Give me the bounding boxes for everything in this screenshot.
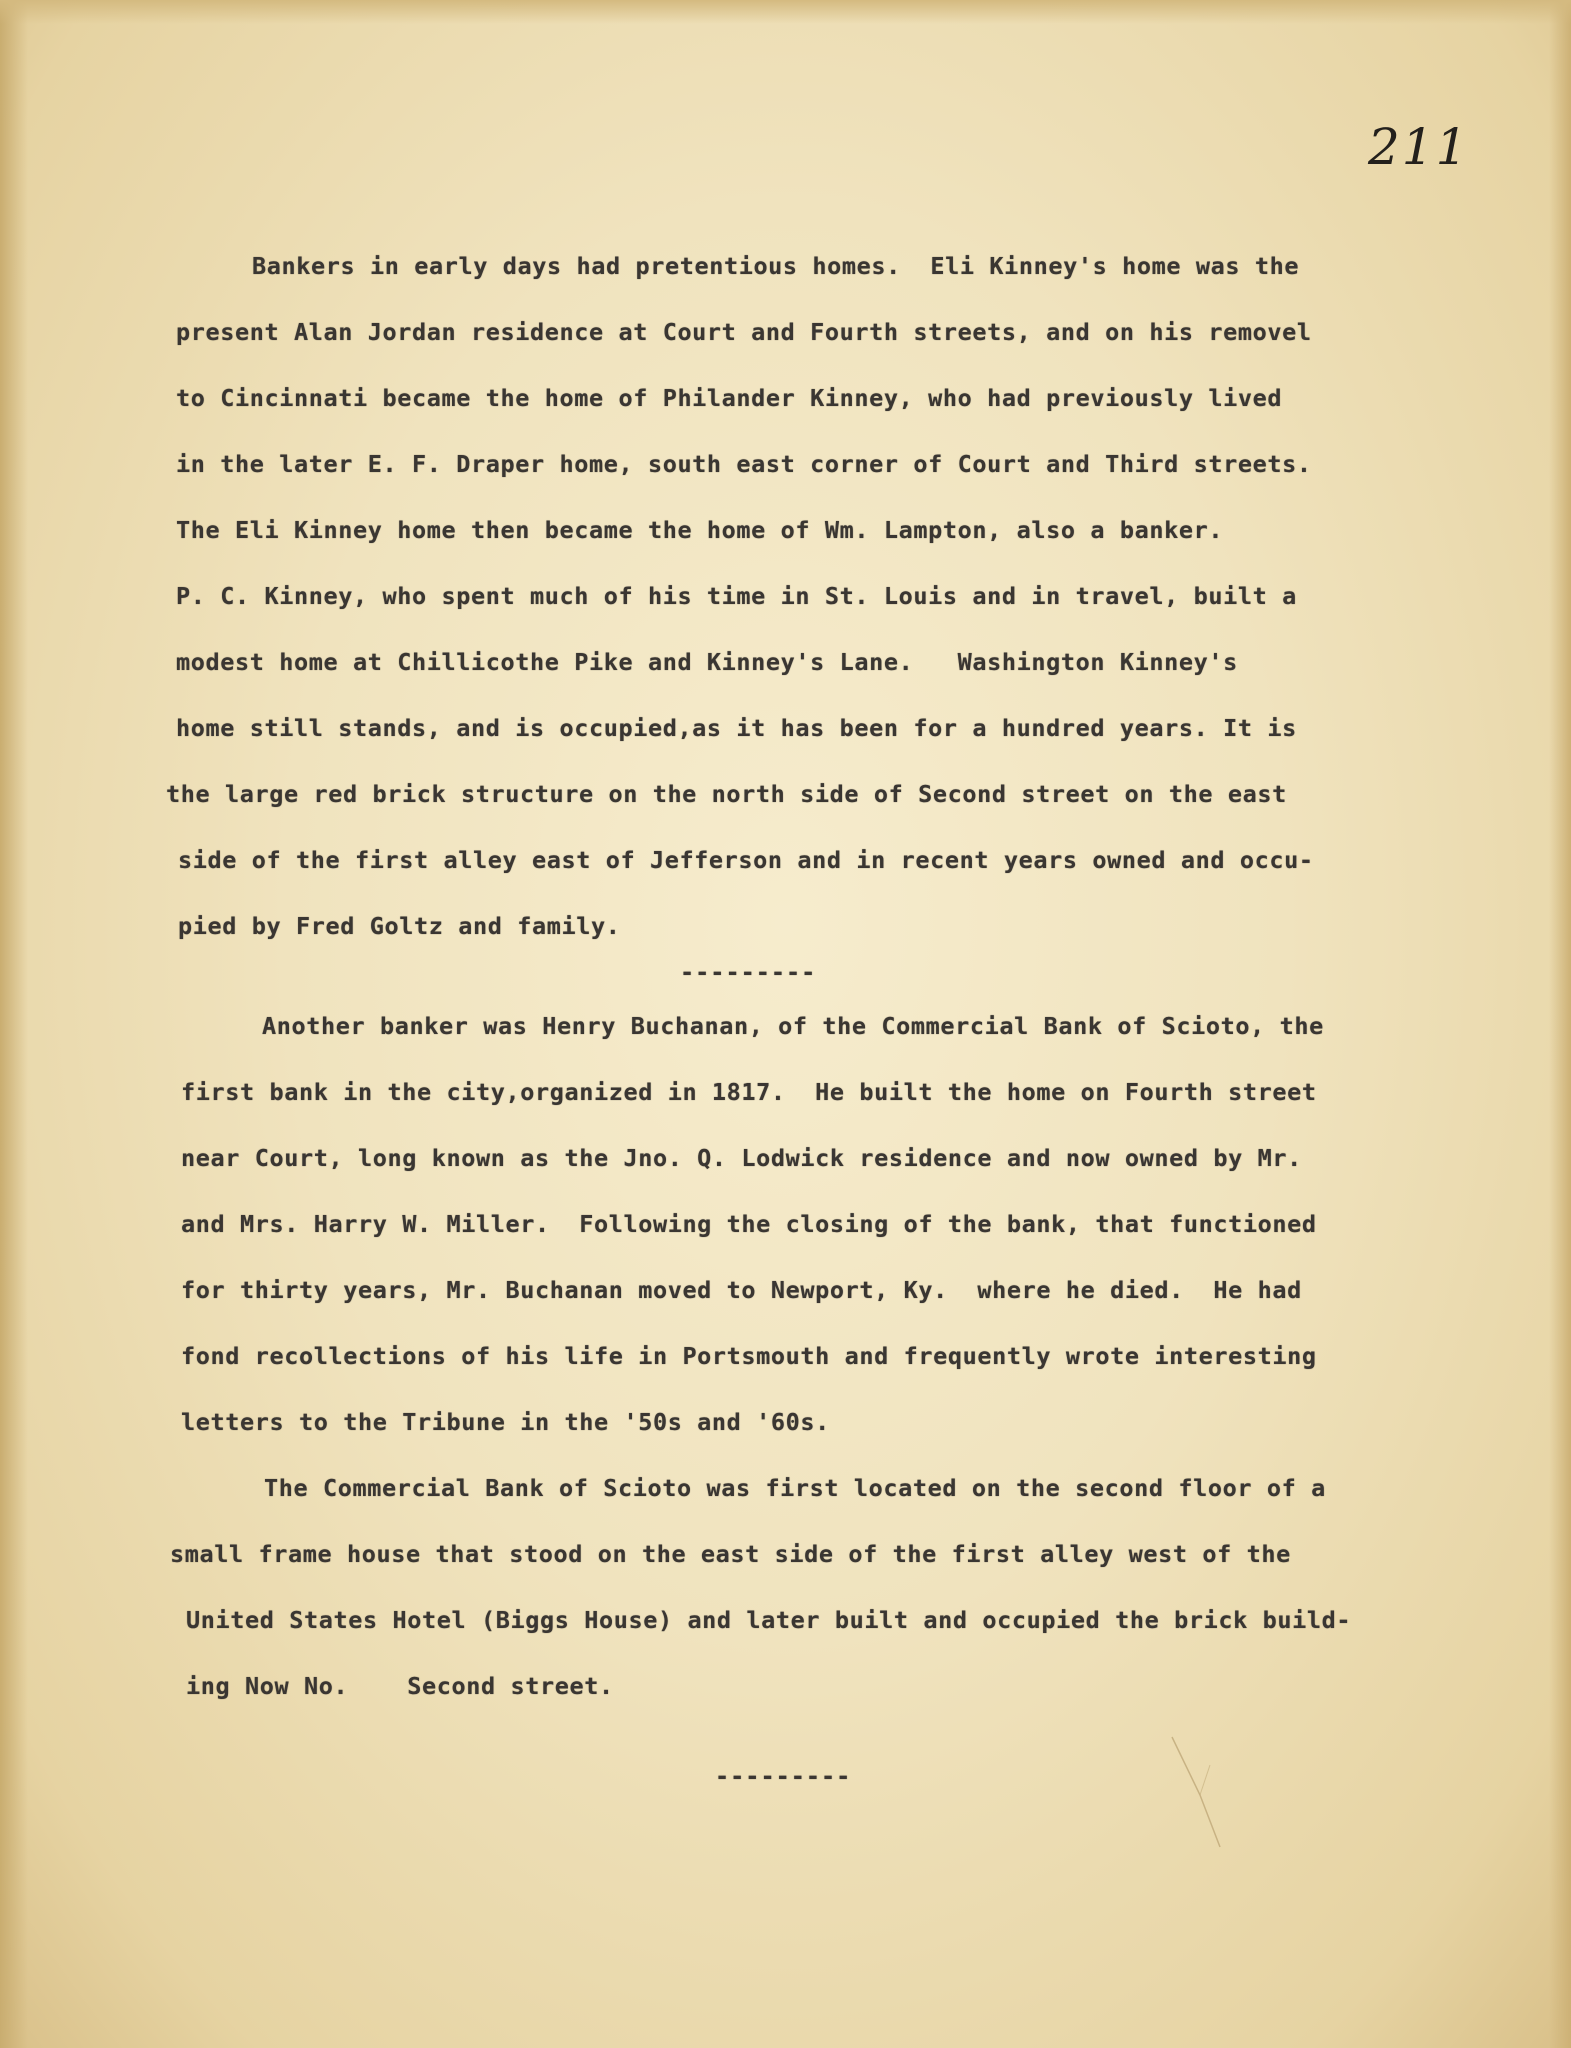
text-line: ing Now No. Second street. — [186, 1672, 614, 1700]
text-line: letters to the Tribune in the '50s and '60s. — [181, 1408, 830, 1436]
page-edge-top — [0, 0, 1571, 24]
text-line: home still stands, and is occupied,as it has been for a hundred years. It is — [176, 714, 1297, 742]
text-line: fond recollections of his life in Portsmouth and frequently wrote interesting — [181, 1342, 1317, 1370]
page-edge-right — [1549, 0, 1571, 2048]
text-line: The Eli Kinney home then became the home of Wm. Lampton, also a banker. — [176, 516, 1224, 544]
text-line: United States Hotel (Biggs House) and later built and occupied the brick build- — [186, 1606, 1352, 1634]
section-separator: --------- — [715, 1762, 852, 1790]
text-line: Another banker was Henry Buchanan, of the Commercial Bank of Scioto, the — [262, 1012, 1324, 1040]
text-line: to Cincinnati became the home of Philander Kinney, who had previously lived — [176, 384, 1283, 412]
text-line: small frame house that stood on the east side of the first alley west of the — [170, 1540, 1291, 1568]
text-line: the large red brick structure on the north side of Second street on the east — [166, 780, 1287, 808]
text-line: first bank in the city,organized in 1817. He built the home on Fourth street — [181, 1078, 1317, 1106]
text-line: modest home at Chillicothe Pike and Kinney's Lane. Washington Kinney's — [176, 648, 1238, 676]
text-line: and Mrs. Harry W. Miller. Following the closing of the bank, that functioned — [181, 1210, 1317, 1238]
text-line: side of the first alley east of Jefferson and in recent years owned and occu- — [178, 846, 1314, 874]
paper-crease-mark — [1170, 1735, 1240, 1850]
text-line: P. C. Kinney, who spent much of his time in St. Louis and in travel, built a — [176, 582, 1297, 610]
handwritten-page-number: 211 — [1368, 118, 1470, 176]
text-line: The Commercial Bank of Scioto was first located on the second floor of a — [264, 1474, 1326, 1502]
text-line: present Alan Jordan residence at Court and Fourth streets, and on his removel — [176, 318, 1312, 346]
text-line: for thirty years, Mr. Buchanan moved to Newport, Ky. where he died. He had — [181, 1276, 1302, 1304]
text-line: in the later E. F. Draper home, south east corner of Court and Third streets. — [176, 450, 1312, 478]
text-line: pied by Fred Goltz and family. — [178, 912, 621, 940]
text-line: Bankers in early days had pretentious homes. Eli Kinney's home was the — [252, 252, 1300, 280]
text-line: near Court, long known as the Jno. Q. Lodwick residence and now owned by Mr. — [181, 1144, 1302, 1172]
section-separator: --------- — [680, 958, 817, 986]
